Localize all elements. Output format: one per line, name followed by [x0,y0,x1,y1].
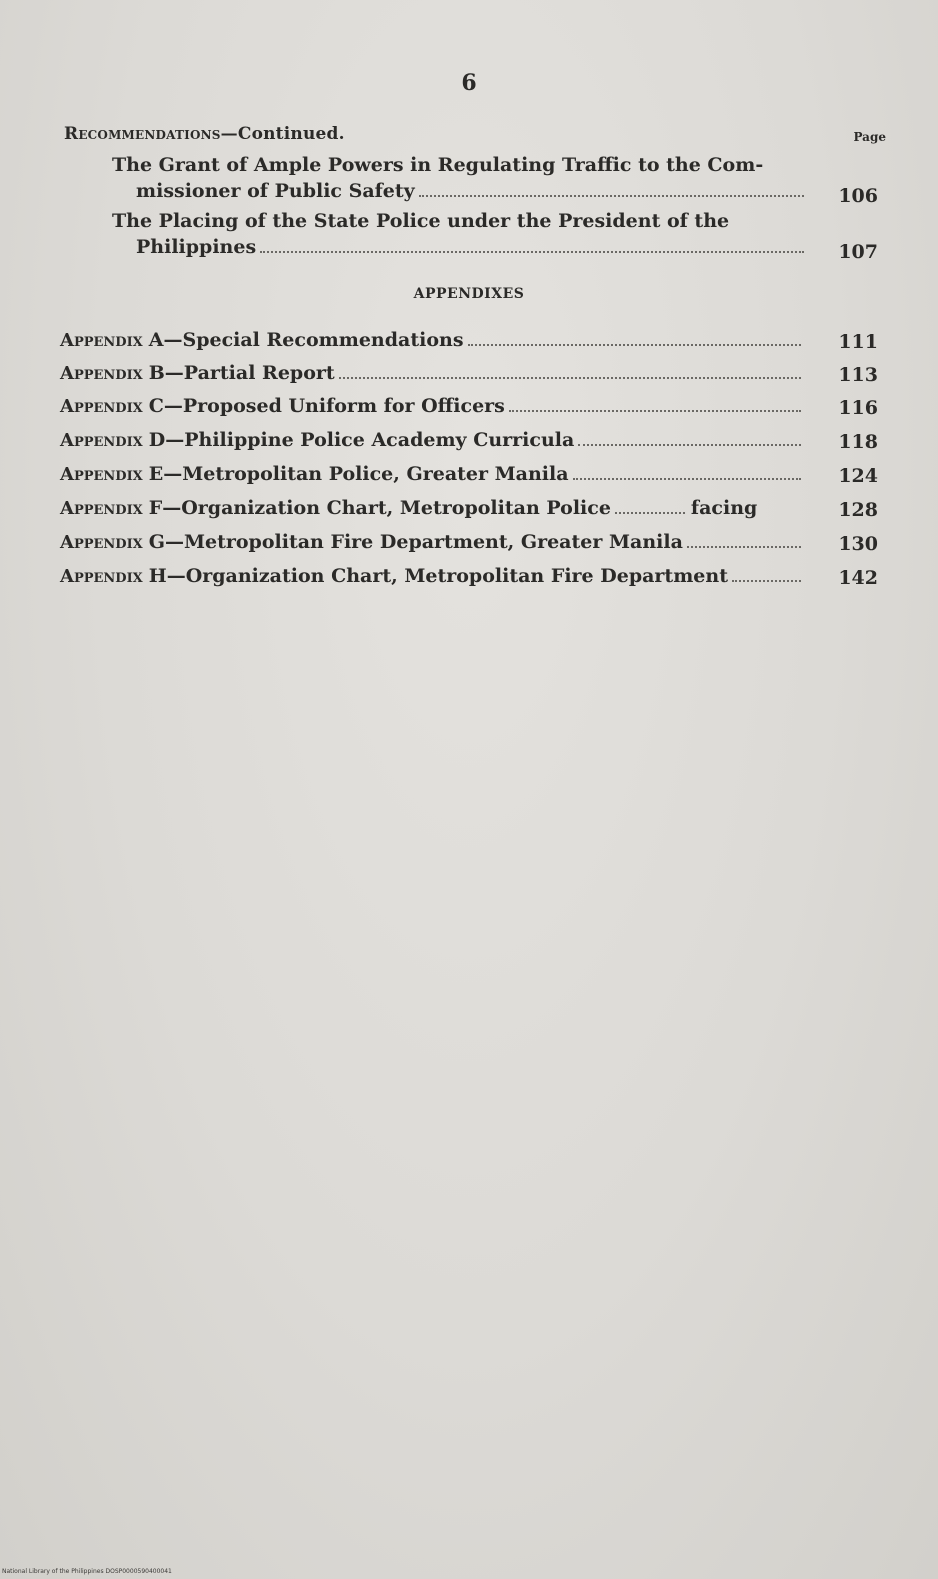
appendix-page: 113 [838,364,878,386]
appendix-row [60,494,878,522]
toc-entry-line2: missioner of Public Safety [136,180,415,202]
section-title [64,124,345,144]
toc-entry-page: 106 [838,185,878,207]
scan-credit: National Library of the Philippines DOSP0000590400041 [2,1568,172,1575]
appendix-page: 130 [838,533,878,555]
appendix-suffix: facing [690,497,758,519]
section-title-suffix: —Continued. [220,124,345,144]
appendixes-heading: APPENDIXES [413,286,525,302]
appendix-title: C—Proposed Uniform for Officers [148,395,505,417]
appendix-row [60,528,878,556]
toc-entry [112,208,808,260]
appendix-prefix: Appendix [60,464,143,485]
appendix-lead [60,426,805,455]
appendix-page: 142 [838,567,878,589]
page-number: 6 [461,70,477,96]
appendix-title: F—Organization Chart, Metropolitan Police [148,497,611,519]
appendix-page: 116 [838,397,878,419]
appendix-lead [60,528,805,557]
appendix-prefix: Appendix [60,396,143,417]
appendix-page: 124 [838,465,878,487]
appendix-lead [60,562,805,591]
dot-leader [578,444,801,446]
appendix-prefix: Appendix [60,498,143,519]
appendix-prefix: Appendix [60,566,143,587]
dot-leader [573,478,801,480]
section-title-prefix: Recommendations [64,124,221,144]
appendix-row [60,426,878,454]
appendix-row [60,359,878,387]
appendix-title: G—Metropolitan Fire Department, Greater Manila [148,531,683,553]
appendix-title: A—Special Recommendations [148,329,464,351]
appendix-lead [60,359,805,388]
dot-leader [732,580,801,582]
dot-leader [419,195,804,197]
toc-entry-leader-line [112,178,808,204]
appendix-page: 111 [838,331,878,353]
toc-entry-line1: The Placing of the State Police under the President of the [112,210,730,232]
appendix-title: D—Philippine Police Academy Curricula [148,429,575,451]
appendix-title: B—Partial Report [148,362,335,384]
appendix-prefix: Appendix [60,532,143,553]
appendix-prefix: Appendix [60,430,143,451]
toc-entry [112,152,808,204]
appendix-lead [60,326,805,355]
appendix-row [60,562,878,590]
appendix-title: E—Metropolitan Police, Greater Manila [148,463,569,485]
appendix-lead [60,494,805,523]
dot-leader [509,410,801,412]
appendix-title: H—Organization Chart, Metropolitan Fire Department [148,565,728,587]
section-header [64,124,886,148]
dot-leader [339,377,801,379]
dot-leader [615,512,685,514]
appendix-lead [60,460,805,489]
dot-leader [687,546,801,548]
appendix-row [60,460,878,488]
appendix-lead [60,392,805,421]
appendix-row [60,326,878,354]
toc-entry-leader-line [112,234,808,260]
appendix-page: 118 [838,431,878,453]
dot-leader [260,251,804,253]
appendix-page: 128 [838,499,878,521]
appendix-row [60,392,878,420]
appendix-prefix: Appendix [60,330,143,351]
toc-entry-page: 107 [838,241,878,263]
appendix-prefix: Appendix [60,363,143,384]
dot-leader [468,344,801,346]
page-column-label: Page [853,130,886,144]
toc-entry-line2: Philippines [136,236,257,258]
toc-entry-line1: The Grant of Ample Powers in Regulating Traffic to the Com- [112,154,764,176]
